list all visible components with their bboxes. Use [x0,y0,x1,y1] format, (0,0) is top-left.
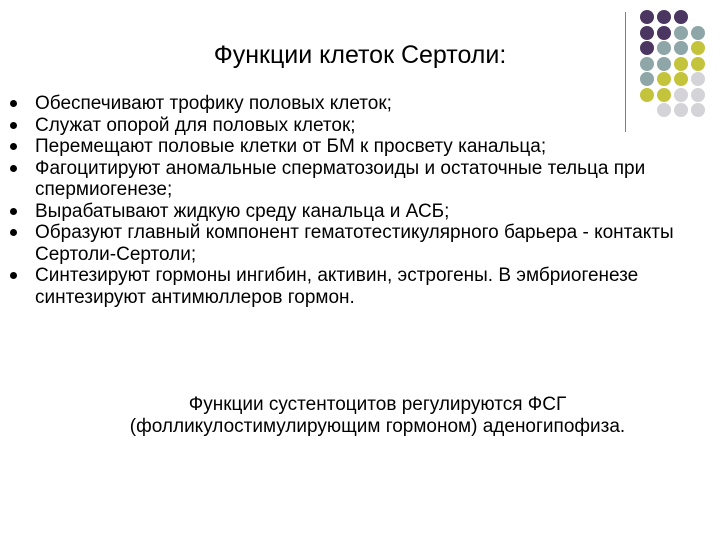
decor-dot [657,72,671,86]
decor-dot [640,10,654,24]
regulation-note-line-2: (фолликулостимулирующим гормоном) аденогипофиза. [129,416,626,437]
bullet-item [0,136,720,158]
slide-title-text: Функции клеток Сертоли: [213,41,507,69]
bullet-text: Обеспечивают трофику половых клеток; [35,93,392,114]
decor-dot [691,72,705,86]
regulation-note [40,394,715,438]
decor-dot [674,10,688,24]
bullet-marker [10,229,17,236]
bullet-marker [10,100,17,107]
bullet-text: Служат опорой для половых клеток; [35,114,356,136]
bullet-marker [10,143,17,150]
regulation-note-line-1: Функции сустентоцитов регулируются ФСГ [188,394,567,415]
bullet-text: Образуют главный компонент гематотестикулярного барьера - контакты Сертоли-Сертоли; [35,222,674,265]
bullet-text: Фагоцитируют аномальные сперматозоиды и остаточные тельца при спермиогенезе; [35,157,646,200]
bullet-marker [10,208,17,215]
decor-dot [640,72,654,86]
bullet-text: Перемещают половые клетки от БМ к просвету канальца; [35,136,547,157]
bullet-item [0,201,720,223]
bullet-item [0,93,720,115]
slide-title [0,40,720,70]
bullet-marker [10,165,17,172]
decor-dot [640,26,654,40]
decor-dot [674,26,688,40]
bullet-item [0,222,720,265]
bullet-list [0,93,720,308]
decor-dot [657,26,671,40]
bullet-marker [10,272,17,279]
decor-dot [674,72,688,86]
bullet-text: Синтезируют гормоны ингибин, активин, эстрогены. В эмбриогенезе синтезируют антимюллеров гормон. [35,265,639,308]
bullet-text: Вырабатывают жидкую среду канальца и АСБ; [35,200,450,222]
bullet-item [0,265,720,308]
bullet-marker [10,122,17,129]
decor-dot [691,26,705,40]
bullet-item [0,115,720,137]
bullet-item [0,158,720,201]
decor-dot [657,10,671,24]
